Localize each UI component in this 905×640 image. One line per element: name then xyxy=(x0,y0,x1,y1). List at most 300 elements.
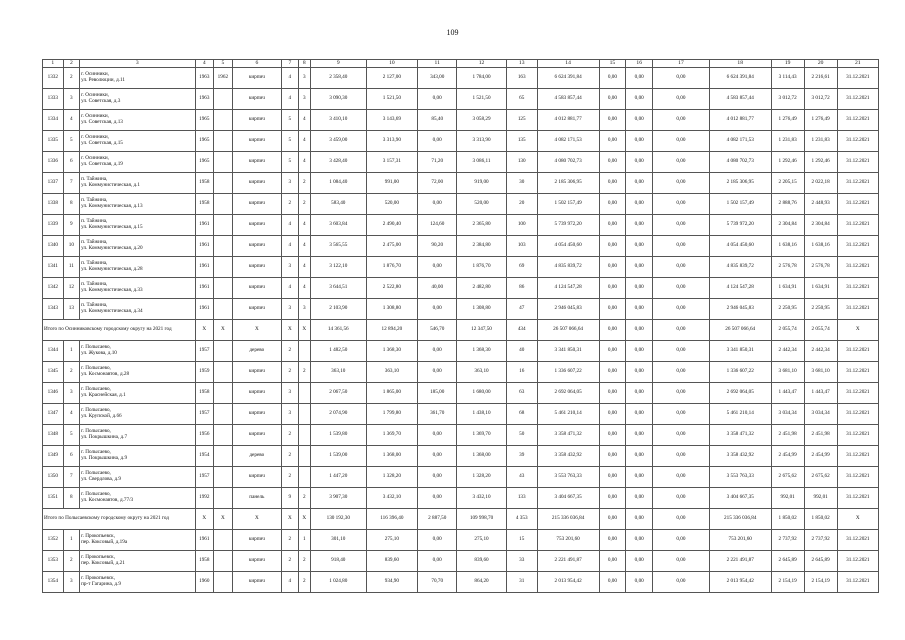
table-row xyxy=(43,278,879,299)
table-cell: 0,00 xyxy=(599,572,626,593)
table-cell: 5 739 972,20 xyxy=(537,215,599,236)
table-cell: 520,00 xyxy=(366,194,418,215)
table-cell: кирпич xyxy=(232,152,281,173)
table-cell: 70,70 xyxy=(418,572,457,593)
table-cell: X xyxy=(214,320,233,341)
table-cell: 1 876,70 xyxy=(366,257,418,278)
table-cell: X xyxy=(195,320,214,341)
address-cell: г. Полысаево, ул. Свердлова, д.9 xyxy=(80,467,195,488)
table-cell xyxy=(214,488,233,509)
table-cell: 2 737,92 xyxy=(771,530,804,551)
table-cell: 5 xyxy=(282,152,298,173)
table-cell: X xyxy=(282,320,298,341)
table-cell: 163 xyxy=(506,68,537,89)
table-cell: 2 xyxy=(282,362,298,383)
table-cell: 2 xyxy=(298,173,310,194)
table-cell: 2 xyxy=(282,341,298,362)
table-cell: 0,00 xyxy=(599,551,626,572)
table-cell: 4 xyxy=(282,215,298,236)
address-cell: г. Осинники, ул. Советская, д.15 xyxy=(80,131,195,152)
table-cell: 2 304,84 xyxy=(804,215,837,236)
table-cell: 0,00 xyxy=(626,509,653,530)
table-cell: 3 358 471,32 xyxy=(537,425,599,446)
table-cell: 4 835 839,72 xyxy=(537,257,599,278)
table-cell: 1958 xyxy=(195,551,214,572)
table-cell: X xyxy=(195,509,214,530)
table-cell: кирпич xyxy=(232,215,281,236)
address-cell: г. Полысаево, ул. Покрышкина, д.9 xyxy=(80,446,195,467)
table-cell: 0,00 xyxy=(599,530,626,551)
table-cell: 0,00 xyxy=(418,299,457,320)
table-cell: 1961 xyxy=(195,530,214,551)
table-cell: 0,00 xyxy=(626,278,653,299)
table-cell: 4 080 702,73 xyxy=(537,152,599,173)
subtotal-row xyxy=(43,320,879,341)
table-cell: 546,70 xyxy=(418,320,457,341)
table-cell: 0,00 xyxy=(653,215,710,236)
table-cell: 12 347,50 xyxy=(457,320,506,341)
table-cell: 2 887,50 xyxy=(418,509,457,530)
column-number-cell: 8 xyxy=(298,60,310,68)
table-cell xyxy=(214,173,233,194)
table-cell: 3 xyxy=(282,404,298,425)
table-cell: 275,10 xyxy=(457,530,506,551)
table-cell: 6 624 391,84 xyxy=(537,68,599,89)
column-number-cell: 21 xyxy=(837,60,878,68)
table-cell: 0,00 xyxy=(653,299,710,320)
table-cell: 2 304,84 xyxy=(771,215,804,236)
table-cell: 20 xyxy=(506,194,537,215)
table-cell: 1 xyxy=(63,530,79,551)
column-number-cell: 6 xyxy=(232,60,281,68)
table-cell xyxy=(214,257,233,278)
table-cell: 3 553 763,33 xyxy=(537,467,599,488)
address-cell: г. Осинники, ул. Советская, д.3 xyxy=(80,89,195,110)
table-cell: кирпич xyxy=(232,194,281,215)
table-cell: 3 681,10 xyxy=(771,362,804,383)
column-number-cell: 12 xyxy=(457,60,506,68)
table-cell: 1 502 157,49 xyxy=(537,194,599,215)
table-cell: 185,00 xyxy=(418,383,457,404)
table-cell: 16 xyxy=(506,362,537,383)
table-cell: 12 894,20 xyxy=(366,320,418,341)
table-cell: 1965 xyxy=(195,152,214,173)
table-cell: 215 336 036,84 xyxy=(537,509,599,530)
table-cell: 2 645,89 xyxy=(771,551,804,572)
table-cell xyxy=(214,215,233,236)
table-cell: 0,00 xyxy=(626,194,653,215)
table-cell: 0,00 xyxy=(626,173,653,194)
table-row xyxy=(43,194,879,215)
table-cell: 839,60 xyxy=(457,551,506,572)
table-cell: 1 638,16 xyxy=(771,236,804,257)
table-cell: 1 438,10 xyxy=(457,404,506,425)
table-cell: 133 xyxy=(506,488,537,509)
table-cell: 90,20 xyxy=(418,236,457,257)
table-cell: 3 432,10 xyxy=(366,488,418,509)
table-cell: 14 361,56 xyxy=(310,320,366,341)
table-cell: 1350 xyxy=(43,467,64,488)
table-cell: 2 490,40 xyxy=(366,215,418,236)
table-cell: 3 xyxy=(63,89,79,110)
table-cell xyxy=(214,467,233,488)
table-cell: 4 xyxy=(298,257,310,278)
table-cell: 1957 xyxy=(195,341,214,362)
table-cell: 2 692 064,05 xyxy=(537,383,599,404)
address-cell: г. Полысаево, ул. Крупской, д.66 xyxy=(80,404,195,425)
table-cell: 3 090,30 xyxy=(310,89,366,110)
table-cell: 2 185 306,95 xyxy=(537,173,599,194)
table-cell: дерево xyxy=(232,341,281,362)
table-cell: 2 xyxy=(282,530,298,551)
table-cell: 1 308,80 xyxy=(366,299,418,320)
table-cell: 361,70 xyxy=(418,404,457,425)
table-cell: 0,00 xyxy=(599,320,626,341)
table-cell: 5 461 210,14 xyxy=(709,404,771,425)
column-number-cell: 13 xyxy=(506,60,537,68)
subtotal-label: Итого по Осинниковскому городскому округу на 2021 год xyxy=(43,320,196,341)
table-cell: 3 157,31 xyxy=(366,152,418,173)
housing-register-table xyxy=(42,59,879,593)
column-number-cell: 19 xyxy=(771,60,804,68)
table-cell: 9 xyxy=(63,215,79,236)
table-cell: 0,00 xyxy=(599,341,626,362)
table-cell: кирпич xyxy=(232,68,281,89)
table-cell: 1 368,30 xyxy=(457,341,506,362)
table-cell xyxy=(214,425,233,446)
table-cell xyxy=(298,404,310,425)
table-cell: 363,10 xyxy=(457,362,506,383)
table-cell: 0,00 xyxy=(626,110,653,131)
table-cell: 2 185 306,95 xyxy=(709,173,771,194)
table-cell: 40 xyxy=(506,341,537,362)
table-row xyxy=(43,173,879,194)
table-cell: кирпич xyxy=(232,572,281,593)
table-cell: 0,00 xyxy=(626,341,653,362)
table-cell: 2 442,34 xyxy=(771,341,804,362)
table-cell: 0,00 xyxy=(626,152,653,173)
table-cell: 6 xyxy=(63,152,79,173)
table-cell: 1961 xyxy=(195,278,214,299)
table-row xyxy=(43,572,879,593)
table-cell: 1957 xyxy=(195,404,214,425)
table-cell: 1333 xyxy=(43,89,64,110)
table-cell: 103 xyxy=(506,236,537,257)
table-cell xyxy=(214,446,233,467)
table-cell: 3 122,10 xyxy=(310,257,366,278)
table-cell: 0,00 xyxy=(653,404,710,425)
table-cell: 0,00 xyxy=(599,110,626,131)
table-cell: 100 xyxy=(506,215,537,236)
table-cell: 2 384,80 xyxy=(457,236,506,257)
table-cell: 0,00 xyxy=(626,299,653,320)
table-cell: 864,20 xyxy=(457,572,506,593)
table-cell: кирпич xyxy=(232,173,281,194)
table-cell: кирпич xyxy=(232,278,281,299)
table-cell: 1992 xyxy=(195,488,214,509)
table-cell: 124,60 xyxy=(418,215,457,236)
table-cell: 4 583 857,44 xyxy=(537,89,599,110)
table-cell: 4 080 702,73 xyxy=(709,152,771,173)
table-cell: 0,00 xyxy=(626,131,653,152)
table-cell: 31.12.2021 xyxy=(837,530,878,551)
table-cell: 0,00 xyxy=(599,173,626,194)
table-cell xyxy=(298,467,310,488)
table-cell: 2 xyxy=(282,467,298,488)
table-cell: 0,00 xyxy=(599,278,626,299)
table-cell: 1 850,02 xyxy=(804,509,837,530)
address-cell: п. Тайжина, ул. Коммунистическая, д.20 xyxy=(80,236,195,257)
table-cell: 31.12.2021 xyxy=(837,89,878,110)
table-cell: 0,00 xyxy=(599,446,626,467)
address-cell: г. Прокопьевск, пр-т Гагарина, д.9 xyxy=(80,572,195,593)
table-cell xyxy=(214,152,233,173)
table-cell: 1963 xyxy=(195,89,214,110)
table-cell: 2 475,00 xyxy=(366,236,418,257)
table-cell: X xyxy=(232,320,281,341)
table-cell: 0,00 xyxy=(418,194,457,215)
table-cell: 1 539,00 xyxy=(310,446,366,467)
table-cell: 4 835 839,72 xyxy=(709,257,771,278)
table-cell: 1 231,83 xyxy=(804,131,837,152)
table-cell: 31.12.2021 xyxy=(837,68,878,89)
table-cell: 4 xyxy=(298,278,310,299)
table-cell: 1 368,00 xyxy=(366,446,418,467)
table-cell: 31.12.2021 xyxy=(837,278,878,299)
table-cell: 2 xyxy=(63,68,79,89)
table-cell: 1 443,47 xyxy=(804,383,837,404)
table-cell: 130 xyxy=(506,152,537,173)
table-cell: 3 xyxy=(63,383,79,404)
table-cell: 0,00 xyxy=(653,362,710,383)
address-cell: п. Тайжина, ул. Коммунистическая, д.34 xyxy=(80,299,195,320)
table-cell xyxy=(214,551,233,572)
table-cell: 4 012 881,77 xyxy=(537,110,599,131)
address-cell: г. Прокопьевск, пер. Коксовый, д.21 xyxy=(80,551,195,572)
table-cell: 0,00 xyxy=(418,362,457,383)
table-cell: 31.12.2021 xyxy=(837,299,878,320)
table-row xyxy=(43,299,879,320)
table-cell: 3 644,51 xyxy=(310,278,366,299)
table-cell: кирпич xyxy=(232,530,281,551)
table-cell: 1341 xyxy=(43,257,64,278)
table-cell: 2 xyxy=(282,446,298,467)
table-cell: 0,00 xyxy=(653,488,710,509)
column-number-cell: 3 xyxy=(80,60,195,68)
table-cell: 934,90 xyxy=(366,572,418,593)
table-cell: 1963 xyxy=(195,68,214,89)
table-cell: 4 082 171,53 xyxy=(709,131,771,152)
table-cell: 1961 xyxy=(195,236,214,257)
table-cell: 3 358 471,32 xyxy=(709,425,771,446)
table-cell: X xyxy=(282,509,298,530)
table-cell: 3 143,69 xyxy=(366,110,418,131)
table-cell: 31.12.2021 xyxy=(837,110,878,131)
column-number-cell: 11 xyxy=(418,60,457,68)
column-number-cell: 15 xyxy=(599,60,626,68)
table-cell: X xyxy=(298,509,310,530)
column-number-cell: 17 xyxy=(653,60,710,68)
table-cell: 31.12.2021 xyxy=(837,446,878,467)
table-cell: кирпич xyxy=(232,383,281,404)
table-cell: 2 xyxy=(282,551,298,572)
table-cell: 71,20 xyxy=(418,152,457,173)
table-cell: 1 231,83 xyxy=(771,131,804,152)
table-cell: 1956 xyxy=(195,425,214,446)
table-cell: 3 xyxy=(63,572,79,593)
table-cell xyxy=(214,572,233,593)
table-cell: X xyxy=(232,509,281,530)
table-cell: 1 xyxy=(63,341,79,362)
table-cell: 0,00 xyxy=(418,131,457,152)
table-cell: 6 xyxy=(63,446,79,467)
address-cell: п. Тайжина, ул. Коммунистическая, д.13 xyxy=(80,194,195,215)
table-cell: 0,00 xyxy=(653,257,710,278)
table-cell: 1 336 607,22 xyxy=(537,362,599,383)
table-cell: 4 xyxy=(282,278,298,299)
table-cell: 3 313,90 xyxy=(366,131,418,152)
table-cell: 3 114,43 xyxy=(771,68,804,89)
table-cell: 3 553 763,33 xyxy=(709,467,771,488)
table-cell: 5 739 972,20 xyxy=(709,215,771,236)
table-cell: 3 358 432,92 xyxy=(709,446,771,467)
table-cell: 0,00 xyxy=(653,509,710,530)
table-cell: 31.12.2021 xyxy=(837,215,878,236)
table-cell: 0,00 xyxy=(599,404,626,425)
table-cell: X xyxy=(837,509,878,530)
table-row xyxy=(43,446,879,467)
table-cell: 0,00 xyxy=(653,152,710,173)
table-cell: 4 xyxy=(282,89,298,110)
table-cell: 0,00 xyxy=(653,236,710,257)
table-cell: 1340 xyxy=(43,236,64,257)
table-cell: 753 201,60 xyxy=(537,530,599,551)
table-cell: 4 082 171,53 xyxy=(537,131,599,152)
table-cell: 1348 xyxy=(43,425,64,446)
table-cell: 39 xyxy=(506,446,537,467)
table-cell: 3 012,72 xyxy=(771,89,804,110)
table-cell: 0,00 xyxy=(653,551,710,572)
table-cell: 4 xyxy=(298,131,310,152)
table-cell: 2 013 954,42 xyxy=(709,572,771,593)
table-cell: 1 482,50 xyxy=(310,341,366,362)
table-row xyxy=(43,488,879,509)
table-cell: 0,00 xyxy=(653,320,710,341)
address-cell: г. Полысаево, ул. Космонавтов, д.77/3 xyxy=(80,488,195,509)
table-cell: 2 216,61 xyxy=(804,68,837,89)
table-cell: 2 451,98 xyxy=(771,425,804,446)
table-cell: 2 645,89 xyxy=(804,551,837,572)
table-cell: 1336 xyxy=(43,152,64,173)
table-cell: 26 507 066,64 xyxy=(709,320,771,341)
table-cell: 0,00 xyxy=(626,488,653,509)
subtotal-row xyxy=(43,509,879,530)
table-cell: 0,00 xyxy=(653,68,710,89)
table-cell: 0,00 xyxy=(599,131,626,152)
table-cell: 4 xyxy=(63,404,79,425)
table-cell: 1 xyxy=(298,530,310,551)
table-cell: 0,00 xyxy=(418,89,457,110)
table-cell: 2 454,99 xyxy=(804,446,837,467)
table-cell: 31.12.2021 xyxy=(837,341,878,362)
address-cell: п. Тайжина, ул. Коммунистическая, д.1 xyxy=(80,173,195,194)
table-cell: 9 xyxy=(282,488,298,509)
table-cell: 2 522,80 xyxy=(366,278,418,299)
table-cell: 3 404 667,35 xyxy=(709,488,771,509)
table-cell: 7 xyxy=(63,467,79,488)
table-cell: 0,00 xyxy=(599,215,626,236)
table-cell xyxy=(214,530,233,551)
table-cell: 1 502 157,49 xyxy=(709,194,771,215)
table-cell: 992,01 xyxy=(804,488,837,509)
table-cell: 43 xyxy=(506,467,537,488)
table-cell: 4 xyxy=(282,236,298,257)
table-cell: 301,10 xyxy=(310,530,366,551)
table-cell: 2 067,50 xyxy=(310,383,366,404)
table-cell: 919,00 xyxy=(457,173,506,194)
table-cell: 2 454,99 xyxy=(771,446,804,467)
table-cell: 31.12.2021 xyxy=(837,488,878,509)
table-cell: 3 459,00 xyxy=(310,131,366,152)
table-cell: 1 865,00 xyxy=(366,383,418,404)
table-cell: 3 xyxy=(298,299,310,320)
table-cell: кирпич xyxy=(232,257,281,278)
table-cell: 31.12.2021 xyxy=(837,152,878,173)
table-cell: 363,10 xyxy=(366,362,418,383)
table-cell xyxy=(298,446,310,467)
address-cell: г. Полысаево, ул. Космонавтов, д.28 xyxy=(80,362,195,383)
table-cell: 583,40 xyxy=(310,194,366,215)
table-cell: 15 xyxy=(506,530,537,551)
table-cell: 0,00 xyxy=(653,446,710,467)
table-cell: 5 xyxy=(63,131,79,152)
table-cell: 2 xyxy=(63,362,79,383)
table-cell: 1337 xyxy=(43,173,64,194)
table-row xyxy=(43,530,879,551)
table-cell: панель xyxy=(232,488,281,509)
table-cell: 0,00 xyxy=(418,446,457,467)
table-row xyxy=(43,383,879,404)
table-cell: 1 521,50 xyxy=(366,89,418,110)
table-cell: 2 xyxy=(298,572,310,593)
table-cell: 0,00 xyxy=(599,152,626,173)
table-cell: 3 907,30 xyxy=(310,488,366,509)
table-cell: 0,00 xyxy=(626,551,653,572)
table-cell: 1338 xyxy=(43,194,64,215)
column-number-cell: 9 xyxy=(310,60,366,68)
column-number-cell: 1 xyxy=(43,60,64,68)
table-cell: 3 313,90 xyxy=(457,131,506,152)
table-cell: 1 443,47 xyxy=(771,383,804,404)
table-cell: 2 055,74 xyxy=(771,320,804,341)
table-cell: 1961 xyxy=(195,299,214,320)
table-row xyxy=(43,68,879,89)
table-cell xyxy=(298,383,310,404)
table-cell: 7 xyxy=(63,173,79,194)
table-cell: 2 xyxy=(282,425,298,446)
table-cell: 1 638,16 xyxy=(804,236,837,257)
table-cell: 0,00 xyxy=(626,89,653,110)
table-cell: 1349 xyxy=(43,446,64,467)
table-cell: 2 675,62 xyxy=(804,467,837,488)
table-cell: 31 xyxy=(506,572,537,593)
table-cell: 5 xyxy=(63,425,79,446)
address-cell: г. Полысаево, ул. Жукова, д.10 xyxy=(80,341,195,362)
table-cell: 86 xyxy=(506,278,537,299)
table-cell: 0,00 xyxy=(653,131,710,152)
table-cell: 0,00 xyxy=(626,530,653,551)
table-cell: 1 784,00 xyxy=(457,68,506,89)
